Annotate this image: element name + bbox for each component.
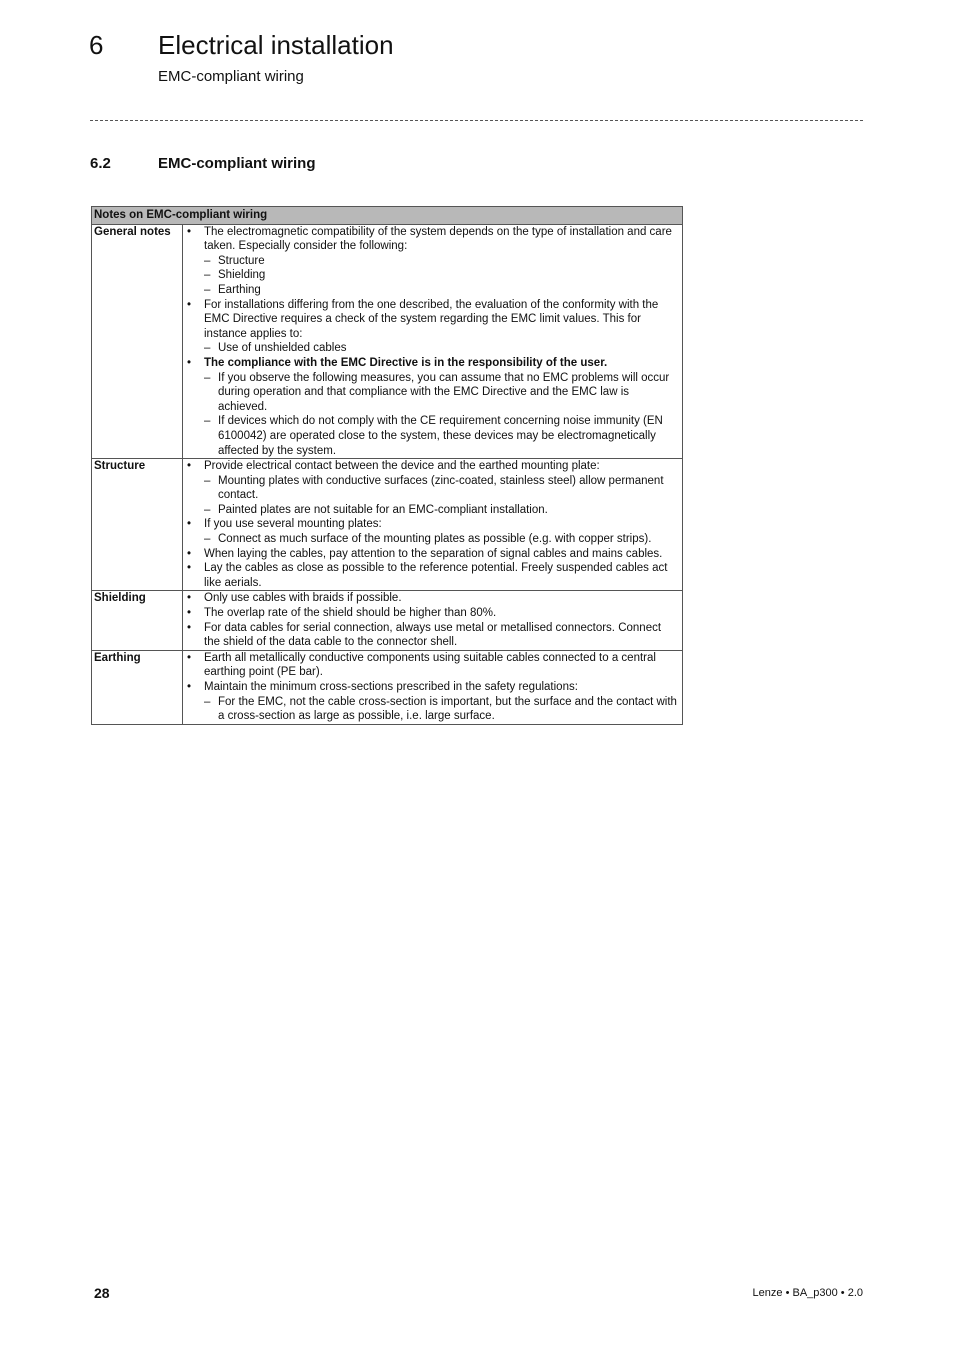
sub-item: – Mounting plates with conductive surfaces (zinc-coated, stainless steel) allow permanent contact. [204, 474, 680, 503]
section-number: 6.2 [90, 155, 111, 172]
bullet-text: For installations differing from the one described, the evaluation of the conformity with the EMC Directive requires a check of the system regarding the EMC limit values. This for instance applies to: [204, 298, 659, 340]
bullet-text-bold: The compliance with the EMC Directive is in the responsibility of the user. [204, 356, 608, 369]
dashed-divider [90, 120, 863, 121]
chapter-title: Electrical installation [158, 30, 394, 60]
bullet-text: If you use several mounting plates: [204, 518, 382, 531]
row-content [183, 650, 683, 724]
bullet-item: • Only use cables with braids if possible. [185, 591, 680, 606]
sub-item: – Connect as much surface of the mounting plates as possible (e.g. with copper strips). [204, 532, 680, 547]
table-row-shielding [92, 591, 683, 650]
sub-item: – If devices which do not comply with the CE requirement concerning noise immunity (EN 6100042) are operated close to the system, these devices may be electromagnetically affected by the system. [204, 414, 680, 458]
sub-item: – If you observe the following measures, you can assume that no EMC problems will occur during operation and that compliance with the EMC Directive and the EMC law is achieved. [204, 371, 680, 415]
sub-item: – Use of unshielded cables [204, 341, 680, 356]
bullet-item [185, 517, 680, 546]
row-content [183, 591, 683, 650]
bullet-item [185, 298, 680, 356]
row-label: Earthing [92, 650, 183, 724]
sub-item: – For the EMC, not the cable cross-section is important, but the surface and the contact with a cross-section as large as possible, i.e. large surface. [204, 695, 680, 724]
sub-item: – Shielding [204, 268, 680, 283]
chapter-number: 6 [89, 30, 104, 60]
row-label: General notes [92, 224, 183, 459]
bullet-item: • Lay the cables as close as possible to the reference potential. Freely suspended cables act like aerials. [185, 561, 680, 590]
sub-item: – Earthing [204, 283, 680, 298]
sub-item: – Painted plates are not suitable for an EMC-compliant installation. [204, 503, 680, 518]
bullet-item [185, 680, 680, 724]
table-row-structure [92, 459, 683, 591]
table-title: Notes on EMC-compliant wiring [92, 207, 683, 225]
bullet-item: • For data cables for serial connection, always use metal or metallised connectors. Connect the shield of the data cable to the connector shell. [185, 621, 680, 650]
bullet-text: The electromagnetic compatibility of the system depends on the type of installation and care taken. Especially consider the following: [204, 225, 672, 253]
bullet-item [185, 225, 680, 298]
bullet-text: Provide electrical contact between the device and the earthed mounting plate: [204, 460, 600, 473]
bullet-item: • When laying the cables, pay attention to the separation of signal cables and mains cables. [185, 547, 680, 562]
footer-doc-info: Lenze • BA_p300 • 2.0 [752, 1287, 863, 1299]
row-label: Structure [92, 459, 183, 591]
sub-item: – Structure [204, 254, 680, 269]
bullet-item [185, 459, 680, 517]
row-content [183, 459, 683, 591]
table-row-general-notes [92, 224, 683, 459]
bullet-text: Maintain the minimum cross-sections prescribed in the safety regulations: [204, 681, 578, 693]
emc-notes-table [91, 206, 683, 725]
table-header-row [92, 207, 683, 225]
bullet-item: • The overlap rate of the shield should be higher than 80%. [185, 606, 680, 621]
chapter-subtitle: EMC-compliant wiring [158, 68, 304, 85]
section-title: EMC-compliant wiring [158, 155, 316, 172]
row-content [183, 224, 683, 459]
page-number: 28 [94, 1285, 110, 1301]
row-label: Shielding [92, 591, 183, 650]
bullet-item: • Earth all metallically conductive components using suitable cables connected to a central earthing point (PE bar). [185, 651, 680, 680]
bullet-item [185, 356, 680, 371]
table-row-earthing [92, 650, 683, 724]
